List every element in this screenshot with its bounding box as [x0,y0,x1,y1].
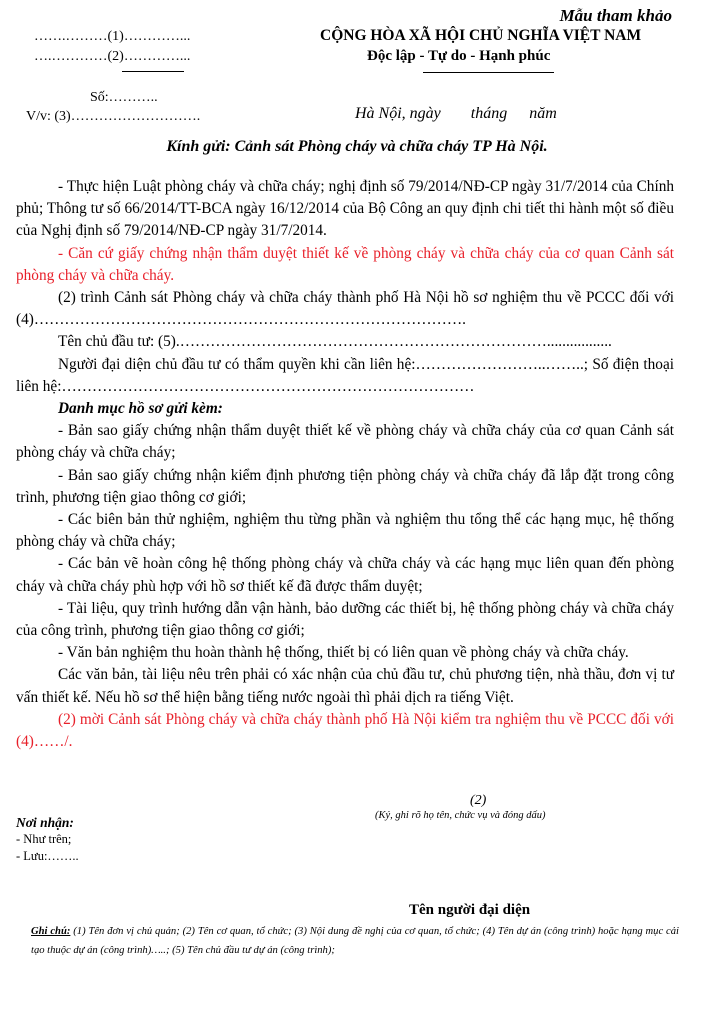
motto-underline [423,72,554,73]
date-month: tháng [470,105,508,122]
document-number: Số:……….. [90,90,158,105]
org-line-1: …….………(1)…………... [34,29,191,44]
list-item: - Bản sao giấy chứng nhận thẩm duyệt thiết kế về phòng cháy và chữa cháy của cơ quan Cảnh sát phòng cháy và chữa cháy; [16,422,674,462]
org-line-2: ….…………(2)…………... [34,49,191,64]
paragraph-inspection-request: (2) mời Cảnh sát Phòng cháy và chữa cháy thành phố Hà Nội kiểm tra nghiệm thu về PCCC đối với (4)……/. [16,710,674,751]
date-year: năm [529,105,557,122]
document-body [16,176,674,753]
receiver-item: - Lưu:…….. [16,849,79,863]
sample-label: Mẫu tham khảo [559,6,672,25]
receiver-item: - Như trên; [16,832,72,846]
date-line [355,105,557,123]
nation-title: CỘNG HÒA XÃ HỘI CHỦ NGHĨA VIỆT NAM [320,27,642,44]
list-item: - Văn bản nghiệm thu hoàn thành hệ thống, thiết bị có liên quan về phòng cháy và chữa cháy. [58,644,629,662]
paragraph-certificate-basis: - Căn cứ giấy chứng nhận thẩm duyệt thiết kế về phòng cháy và chữa cháy của cơ quan Cảnh sát phòng cháy và chữa cháy. [16,244,674,284]
footnote-label: Ghi chú: [31,926,71,937]
paragraph-document-requirements: Các văn bản, tài liệu nêu trên phải có xác nhận của chủ đầu tư, chủ phương tiện, nhà thầu, đơn vị tư vấn thiết kế. Nếu hồ sơ thể hiện bằng tiếng nước ngoài thì phải dịch ra tiếng Việt. [16,666,674,706]
list-item: - Tài liệu, quy trình hướng dẫn vận hành, bảo dưỡng các thiết bị, hệ thống phòng cháy và chữa cháy của công trình, phương tiện giao thông cơ giới; [16,599,674,640]
footnote [31,922,679,960]
paragraph-legal-basis: - Thực hiện Luật phòng cháy và chữa cháy; nghị định số 79/2014/NĐ-CP ngày 31/7/2014 của Chính phủ; Thông tư số 66/2014/TT-BCA ngày 16/12/2014 của Bộ Công an quy định chi tiết thi hành một số điều của Nghị định số 79/2014/NĐ-CP ngày 31/7/2014. [16,178,674,240]
attachment-list-heading: Danh mục hồ sơ gửi kèm: [58,400,223,418]
org-underline [122,71,184,72]
receivers-title: Nơi nhận: [16,815,74,830]
footnote-text: (1) Tên đơn vị chủ quản; (2) Tên cơ quan, tổ chức; (3) Nội dung đề nghị của cơ quan, tổ chức; (4) Tên dự án (công trình) hoặc hạng mục cải tạo thuộc dự án (công trình)…..; (5) Tên chủ đầu tư dự án (công trình); [31,926,679,956]
motto: Độc lập - Tự do - Hạnh phúc [367,48,551,64]
subject-reference: V/v: (3)………………………. [26,109,201,124]
list-item: - Các bản vẽ hoàn công hệ thống phòng cháy và chữa cháy và các hạng mục liên quan đến phòng cháy và chữa cháy phù hợp với hồ sơ thiết kế đã được thẩm duyệt; [16,555,674,595]
paragraph-contact: Người đại diện chủ đầu tư có thẩm quyền khi cần liên hệ:……………………..……..; Số điện thoại liên hệ:……………………………………………………………………… [16,355,674,395]
list-item: - Các biên bản thử nghiệm, nghiệm thu từng phần và nghiệm thu tổng thể các hạng mục, hệ thống phòng cháy và chữa cháy; [16,511,674,551]
paragraph-submission: (2) trình Cảnh sát Phòng cháy và chữa cháy thành phố Hà Nội hồ sơ nghiệm thu về PCCC đối với (4)…………………………………………………………………………. [16,289,674,329]
list-item: - Bản sao giấy chứng nhận kiểm định phương tiện phòng cháy và chữa cháy đã lắp đặt trong công trình, phương tiện giao thông cơ giới; [16,466,674,506]
paragraph-investor-name: Tên chủ đầu tư: (5).………………………………………………………………................. [58,333,612,351]
recipient-line: Kính gửi: Cảnh sát Phòng cháy và chữa cháy TP Hà Nội. [166,138,548,155]
signature-instruction: (Ký, ghi rõ họ tên, chức vụ và đóng dấu) [375,810,546,821]
signer-number: (2) [470,793,487,808]
representative-name: Tên người đại diện [409,902,531,918]
date-place: Hà Nội, ngày [355,105,441,122]
